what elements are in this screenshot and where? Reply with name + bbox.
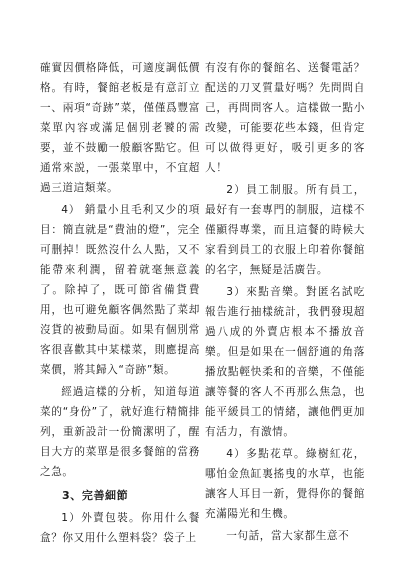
right-column (205, 58, 365, 548)
left-column (40, 58, 200, 550)
paragraph-plants: 4）多點花草。綠樹紅花，哪怕金魚缸裏搖曳的水草，也能讓客人耳目一新，覺得你的餐館充滿陽光和生機。 (205, 448, 365, 520)
section-heading: 3、完善細節 (62, 489, 129, 502)
paragraph-menu-redesign: 經過這樣的分析，知道每道菜的“身份”了，就好進行精簡排列，重新設計一份簡潔明了，醒目大方的菜單是很多餐館的當務之急。 (40, 386, 200, 478)
paragraph-low-sales-items: 4） 銷量小且毛利又少的項目：簡直就是“費油的燈”，完全可删掉！既然沒什么人點，又不能帶來利潤，留着就毫無意義了。除掉了，既可節省備貨費用，也可避免顧客偶然點了菜却沒貨的被動局面。如果有個別常客很喜歡其中某樣菜，則應提高菜價，將其歸入“奇跡”類。 (40, 204, 200, 376)
paragraph-packaging: 1）外賣包裝。你用什么餐盒？你又用什么塑料袋？袋子上 (40, 512, 200, 544)
paragraph-uniforms: 2）員工制服。所有員工，最好有一套專門的制服，這樣不僅顯得專業，而且這餐的時候大家看到員工的衣服上印着你餐館的名字，無疑是活廣告。 (205, 184, 365, 276)
paragraph-conclusion: 一句話，當大家都生意不 (226, 530, 350, 542)
paragraph-music: 3）來點音樂。對匿名試吃報告進行抽樣統計，我們發現超過八成的外賣店根本不播放音樂。但是如果在一個舒適的角落播放點輕快柔和的音樂，不僅能讓等餐的客人不再那么焦急，也能平緩員工的情緒，讓他們更加有活力，有激情。 (205, 286, 365, 438)
paragraph-packaging-continued: 有沒有你的餐館名、送餐電話？配送的刀叉質量好嗎？先問問自己，再問問客人。這樣做一點小改變，可能要花些本錢，但肯定可以做得更好，吸引更多的客人！ (205, 62, 365, 174)
paragraph-price-adjust: 確實因價格降低，可適度調低價格。有時，餐館老板是有意訂立一、兩項“奇跡”菜，僅僅爲豐富菜單內容或滿足個別老饕的需要，並不鼓勵一般顧客點它。但通常來説，一張菜單中，不宜超過三道這類菜。 (40, 62, 200, 194)
